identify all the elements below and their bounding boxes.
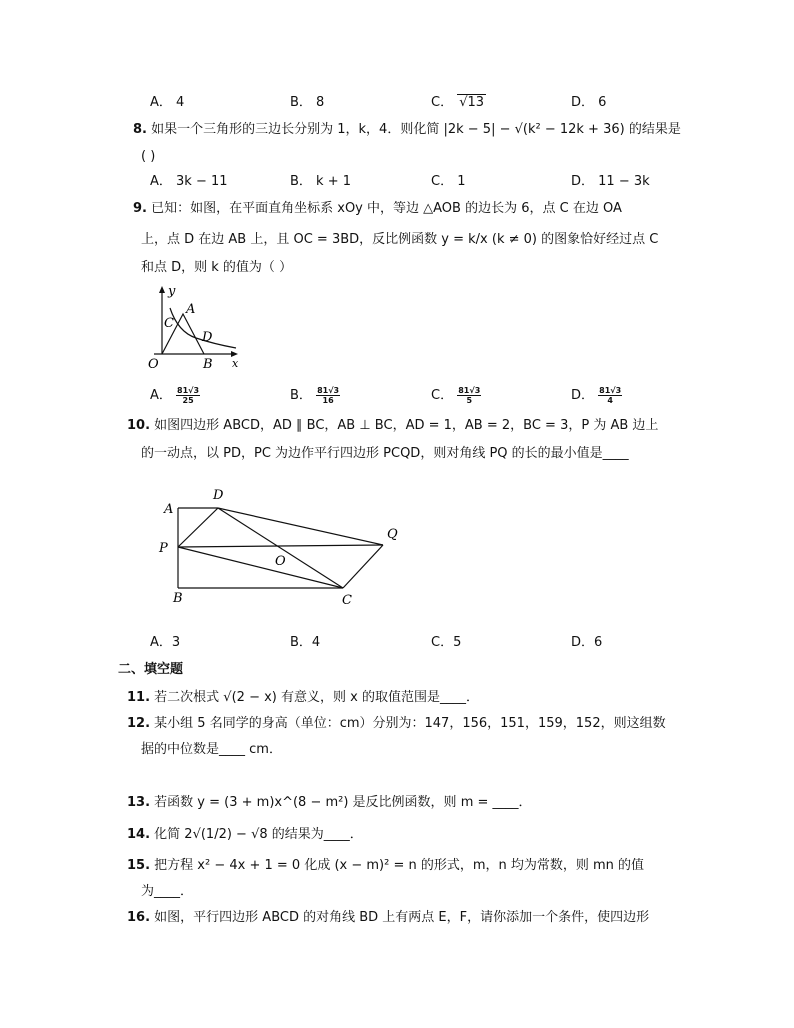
q7-option-c-label: C． (431, 95, 454, 110)
section-2-title: 二、填空题 (118, 662, 184, 677)
q10-diagonal-pq (178, 545, 383, 547)
q8-option-c: C． 1 (431, 174, 466, 189)
q7-option-d: D． 6 (571, 95, 607, 110)
q9-line1 (133, 199, 622, 219)
q10-figure (155, 484, 405, 609)
q9-option-d-frac (598, 386, 622, 405)
q13 (127, 793, 532, 813)
q8-option-b: B． k + 1 (290, 174, 352, 189)
q12-line2: 据的中位数是____ cm． (141, 742, 282, 757)
q9-label-c: C (164, 316, 174, 331)
q9-option-a-label: A． (150, 388, 172, 403)
q9-label-d: D (202, 330, 213, 345)
q8-text: 如果一个三角形的三边长分别为 1，k，4．则化简 |2k − 5| − √(k² − 12k + 36) 的结果是 (151, 122, 681, 137)
q15-text1: 把方程 x² − 4x + 1 = 0 化成 (x − m)² = n 的形式，m，n 均为常数，则 mn 的值 (154, 858, 645, 873)
q9-option-c-label: C． (431, 388, 454, 403)
q9-line3: 和点 D，则 k 的值为（ ） (141, 260, 293, 275)
q9-option-a (150, 386, 200, 406)
q9-label-o: O (148, 357, 159, 372)
q16-number: 16. (127, 910, 151, 925)
q10-side-cq (343, 545, 383, 588)
q9-option-b-frac (316, 386, 340, 405)
q9-option-b (290, 386, 340, 406)
q15-line2: 为____． (141, 884, 194, 899)
q8-paren: ( ) (141, 149, 156, 164)
q16 (127, 908, 649, 928)
q9-option-b-label: B． (290, 388, 312, 403)
q9-option-d-label: D． (571, 388, 595, 403)
q8-option-a: A． 3k − 11 (150, 174, 228, 189)
q9-label-x: x (232, 357, 239, 370)
q11-number: 11. (127, 690, 151, 705)
q14-number: 14. (127, 827, 151, 842)
q9-line2: 上，点 D 在边 AB 上，且 OC = 3BD，反比例函数 y = k/x (k ≠ 0) 的图象恰好经过点 C (141, 232, 659, 247)
q9-option-a-frac (176, 386, 200, 405)
q9-y-arrow (159, 286, 165, 293)
q9-option-c-den: 5 (466, 396, 473, 405)
q10-side-dq (218, 508, 383, 545)
q9-label-b: B (203, 357, 213, 372)
q10-label-q: Q (387, 527, 398, 542)
q10-label-a: A (164, 502, 174, 517)
q10-label-b: B (173, 591, 183, 606)
q7-option-c-value: √13 (459, 95, 485, 110)
q10-label-p: P (159, 541, 168, 556)
q10-line1 (127, 416, 658, 436)
q10-option-a: A．3 (150, 635, 181, 650)
q9-option-a-num: 81√3 (177, 386, 200, 395)
q10-option-d: D．6 (571, 635, 603, 650)
q10-option-b: B．4 (290, 635, 321, 650)
q9-option-d-num: 81√3 (599, 386, 622, 395)
q12-number: 12. (127, 716, 151, 731)
q12-text1: 某小组 5 名同学的身高（单位：cm）分别为：147，156，151，159，152，则这组数 (154, 716, 666, 731)
q9-option-c-frac (457, 386, 481, 405)
q9-option-b-num: 81√3 (317, 386, 340, 395)
q13-text: 若函数 y = (3 + m)x^(8 − m²) 是反比例函数，则 m = ____． (154, 795, 532, 810)
q11-text: 若二次根式 √(2 − x) 有意义，则 x 的取值范围是____． (154, 690, 479, 705)
q8-number: 8. (133, 122, 147, 137)
q16-text: 如图，平行四边形 ABCD 的对角线 BD 上有两点 E，F，请你添加一个条件，使四边形 (154, 910, 650, 925)
q9-option-b-den: 16 (322, 396, 334, 405)
q10-side-pd (178, 508, 218, 547)
q10-text1: 如图四边形 ABCD，AD ∥ BC，AB ⊥ BC，AD = 1，AB = 2，BC = 3，P 为 AB 边上 (154, 418, 659, 433)
q9-figure (148, 284, 243, 374)
q9-option-d (571, 386, 622, 406)
q14 (127, 825, 363, 845)
q13-number: 13. (127, 795, 151, 810)
q7-option-a: A． 4 (150, 95, 185, 110)
q9-option-a-den: 25 (182, 396, 194, 405)
q15-line1 (127, 856, 644, 876)
q7-option-b: B． 8 (290, 95, 325, 110)
q10-label-d: D (213, 488, 224, 503)
q10-label-c: C (342, 593, 352, 608)
q10-option-c: C．5 (431, 635, 462, 650)
q9-option-c (431, 386, 481, 406)
q12-line1 (127, 714, 666, 734)
q9-option-c-num: 81√3 (458, 386, 481, 395)
q9-option-d-den: 4 (607, 396, 613, 405)
q10-side-dc (218, 508, 343, 588)
q9-label-a: A (186, 302, 196, 317)
q8-stem (133, 120, 681, 140)
q10-number: 10. (127, 418, 151, 433)
q7-option-c (431, 93, 486, 113)
q9-text1: 已知：如图，在平面直角坐标系 xOy 中，等边 △AOB 的边长为 6，点 C 在边 OA (151, 201, 622, 216)
q9-number: 9. (133, 201, 147, 216)
q10-label-o: O (275, 554, 286, 569)
q14-text: 化简 2√(1/2) − √8 的结果为____． (154, 827, 363, 842)
q8-option-d: D． 11 − 3k (571, 174, 650, 189)
q11 (127, 688, 479, 708)
q15-number: 15. (127, 858, 151, 873)
q10-side-pc (178, 547, 343, 588)
q10-line2: 的一动点，以 PD，PC 为边作平行四边形 PCQD，则对角线 PQ 的长的最小值是____ (141, 446, 629, 461)
q9-label-y: y (168, 284, 176, 299)
